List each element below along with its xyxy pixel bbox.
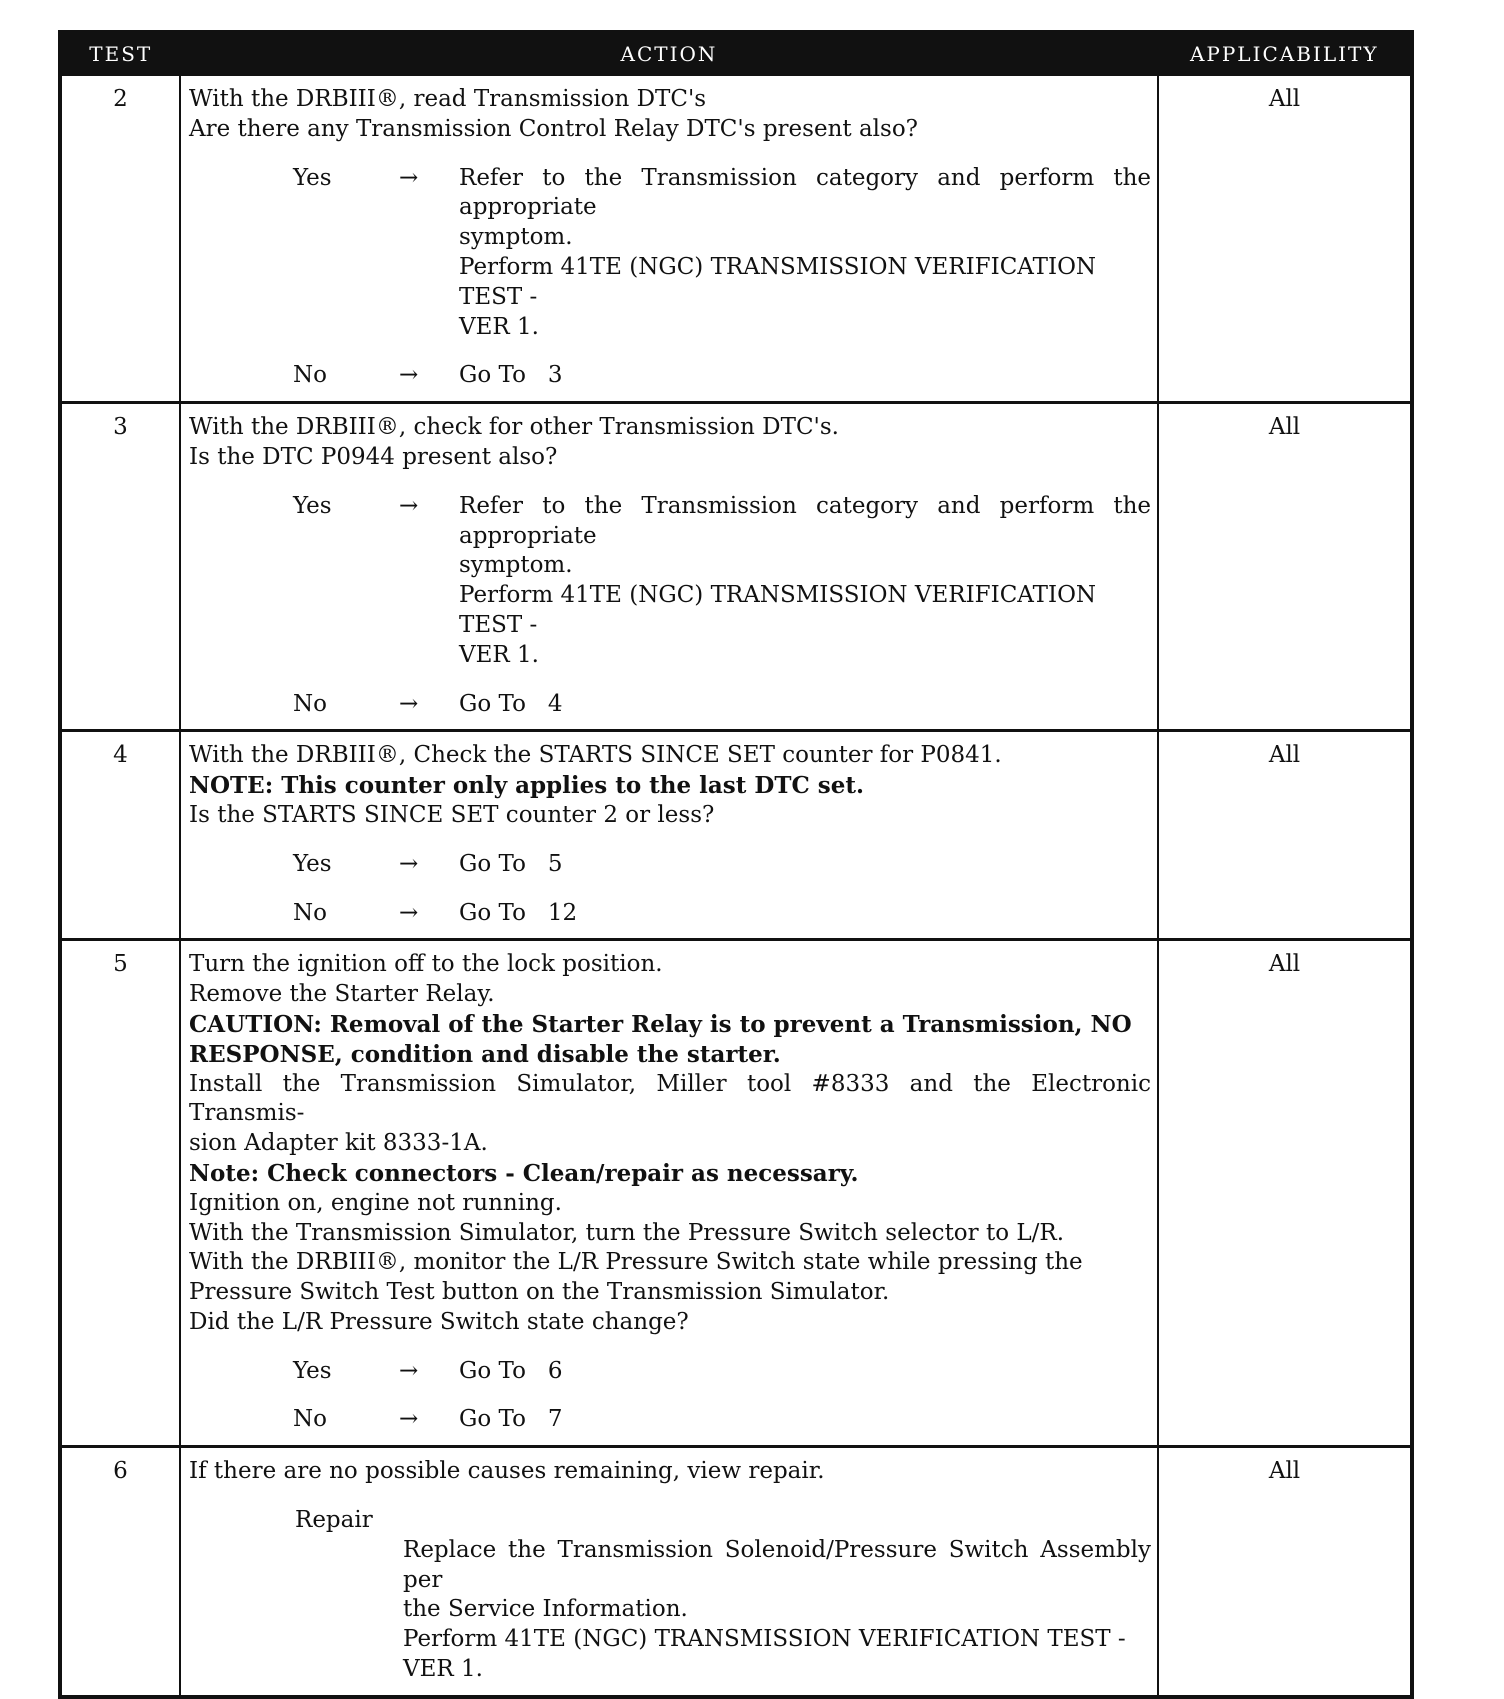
arrow-right-icon: → bbox=[399, 164, 419, 191]
answer-label: Yes bbox=[293, 164, 332, 191]
answer-label: No bbox=[293, 362, 327, 389]
header-action: ACTION bbox=[180, 32, 1158, 75]
answer-label: No bbox=[293, 1406, 327, 1433]
action-line: Did the L/R Pressure Switch state change? bbox=[189, 1308, 689, 1335]
answer-label: No bbox=[293, 690, 327, 717]
action-line: Is the STARTS SINCE SET counter 2 or less? bbox=[189, 801, 715, 828]
note-line: NOTE: This counter only applies to the last DTC set. bbox=[189, 772, 864, 800]
answer-line: symptom. bbox=[459, 552, 573, 579]
answer-yes bbox=[293, 164, 1151, 343]
goto-link[interactable]: Go To 4 bbox=[459, 690, 563, 717]
repair-line: Perform 41TE (NGC) TRANSMISSION VERIFICATION TEST - bbox=[403, 1626, 1126, 1653]
table-header-row bbox=[60, 32, 1412, 75]
arrow-right-icon: → bbox=[399, 850, 419, 877]
goto-link[interactable]: Go To 7 bbox=[459, 1406, 563, 1433]
caution-line: CAUTION: Removal of the Starter Relay is to prevent a Transmission, NO bbox=[189, 1010, 1132, 1038]
action-line: Is the DTC P0944 present also? bbox=[189, 443, 558, 470]
arrow-right-icon: → bbox=[399, 492, 419, 519]
answer-text bbox=[459, 492, 1151, 671]
caution-line: RESPONSE, condition and disable the starter. bbox=[189, 1040, 781, 1068]
action-line: sion Adapter kit 8333-1A. bbox=[189, 1130, 488, 1157]
goto-link[interactable]: Go To 6 bbox=[459, 1357, 563, 1384]
goto-link[interactable]: Go To 3 bbox=[459, 362, 563, 389]
test-number: 6 bbox=[60, 1447, 180, 1697]
action-line: If there are no possible causes remaining, view repair. bbox=[189, 1458, 825, 1485]
test-number: 4 bbox=[60, 731, 180, 940]
arrow-right-icon: → bbox=[399, 362, 419, 389]
test-number: 5 bbox=[60, 940, 180, 1447]
header-applicability: APPLICABILITY bbox=[1158, 32, 1412, 75]
header-test: TEST bbox=[60, 32, 180, 75]
arrow-right-icon: → bbox=[399, 899, 419, 926]
repair-text bbox=[403, 1536, 1151, 1685]
action-line: Ignition on, engine not running. bbox=[189, 1189, 562, 1216]
test-number: 3 bbox=[60, 403, 180, 731]
test-number: 2 bbox=[60, 75, 180, 403]
applicability-value: All bbox=[1158, 403, 1412, 731]
action-cell bbox=[180, 403, 1158, 731]
answer-line: Refer to the Transmission category and perform the appropriate bbox=[459, 492, 1151, 549]
answer-block bbox=[189, 492, 1151, 720]
answer-label: Yes bbox=[293, 492, 332, 519]
table-row bbox=[60, 403, 1412, 731]
table-row bbox=[60, 1447, 1412, 1697]
goto-link[interactable]: Go To 12 bbox=[459, 899, 578, 926]
table-row bbox=[60, 940, 1412, 1447]
arrow-right-icon: → bbox=[399, 690, 419, 717]
answer-label: Yes bbox=[293, 850, 332, 877]
arrow-right-icon: → bbox=[399, 1406, 419, 1433]
answer-block bbox=[189, 850, 1151, 929]
applicability-value: All bbox=[1158, 75, 1412, 403]
answer-no bbox=[293, 690, 1151, 720]
applicability-value: All bbox=[1158, 940, 1412, 1447]
answer-line: VER 1. bbox=[459, 641, 539, 668]
repair-label: Repair bbox=[295, 1507, 373, 1534]
action-cell bbox=[180, 1447, 1158, 1697]
repair-line: the Service Information. bbox=[403, 1596, 688, 1623]
action-line: With the DRBIII®, monitor the L/R Pressure Switch state while pressing the bbox=[189, 1249, 1083, 1276]
diagnostic-test-table bbox=[58, 30, 1414, 1699]
answer-yes bbox=[293, 850, 1151, 880]
arrow-right-icon: → bbox=[399, 1357, 419, 1384]
answer-no bbox=[293, 361, 1151, 391]
answer-label: Yes bbox=[293, 1357, 332, 1384]
answer-label: No bbox=[293, 899, 327, 926]
action-cell bbox=[180, 75, 1158, 403]
action-line: Pressure Switch Test button on the Transmission Simulator. bbox=[189, 1279, 890, 1306]
action-line: Turn the ignition off to the lock position. bbox=[189, 951, 663, 978]
repair-line: Replace the Transmission Solenoid/Pressure Switch Assembly per bbox=[403, 1536, 1151, 1593]
action-line: Are there any Transmission Control Relay DTC's present also? bbox=[189, 115, 918, 142]
answer-line: Refer to the Transmission category and perform the appropriate bbox=[459, 164, 1151, 221]
answer-line: Perform 41TE (NGC) TRANSMISSION VERIFICATION TEST - bbox=[459, 253, 1097, 310]
applicability-value: All bbox=[1158, 731, 1412, 940]
answer-line: symptom. bbox=[459, 224, 573, 251]
action-cell bbox=[180, 731, 1158, 940]
answer-yes bbox=[293, 492, 1151, 671]
answer-no bbox=[293, 899, 1151, 929]
table-row bbox=[60, 731, 1412, 940]
action-line: Remove the Starter Relay. bbox=[189, 981, 495, 1008]
note-line: Note: Check connectors - Clean/repair as necessary. bbox=[189, 1159, 859, 1187]
action-line: With the DRBIII®, check for other Transmission DTC's. bbox=[189, 414, 839, 441]
answer-block bbox=[189, 164, 1151, 392]
answer-block bbox=[189, 1357, 1151, 1436]
action-line: With the Transmission Simulator, turn the Pressure Switch selector to L/R. bbox=[189, 1219, 1065, 1246]
action-cell bbox=[180, 940, 1158, 1447]
action-line: Install the Transmission Simulator, Miller tool #8333 and the Electronic Transmis- bbox=[189, 1070, 1151, 1127]
action-line: With the DRBIII®, Check the STARTS SINCE SET counter for P0841. bbox=[189, 742, 1002, 769]
answer-no bbox=[293, 1405, 1151, 1435]
answer-line: VER 1. bbox=[459, 313, 539, 340]
answer-yes bbox=[293, 1357, 1151, 1387]
action-line: With the DRBIII®, read Transmission DTC's bbox=[189, 86, 707, 112]
repair-line: VER 1. bbox=[403, 1656, 483, 1683]
goto-link[interactable]: Go To 5 bbox=[459, 850, 563, 877]
answer-text bbox=[459, 164, 1151, 343]
applicability-value: All bbox=[1158, 1447, 1412, 1697]
table-row bbox=[60, 75, 1412, 403]
answer-line: Perform 41TE (NGC) TRANSMISSION VERIFICATION TEST - bbox=[459, 582, 1097, 638]
